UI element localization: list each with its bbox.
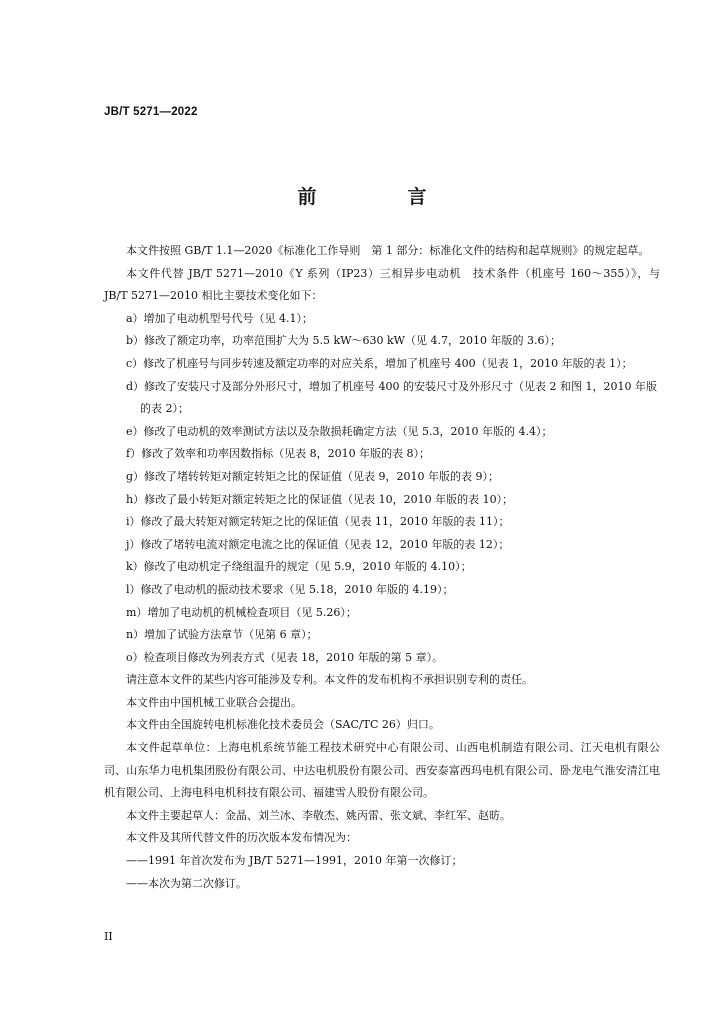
list-item [104,421,660,444]
list-item-text: 增加了试验方法章节（见第 6 章）； [144,628,318,642]
patent-notice: 请注意本文件的某些内容可能涉及专利。本文件的发布机构不承担识别专利的责任。 [126,673,533,687]
list-item [104,534,660,557]
list-item-label: l） [126,582,141,596]
list-item [104,376,660,421]
foreword-body [104,240,660,895]
list-item [104,489,660,512]
intro-paragraph: 本文件代替 JB/T 5271—2010《Y 系列（IP23）三相异步电动机 技术条件（机座号 160～355）》，与 JB/T 5271—2010 相比主要技术变化如下： [104,266,660,303]
list-item-text: 修改了电动机的效率测试方法以及杂散损耗确定方法（见 5.3，2010 年版的 4.4）； [143,424,553,438]
page-title: 前 言 [297,186,463,208]
list-item-text: 增加了电动机的机械检查项目（见 5.26）； [147,605,357,619]
list-item-text: 修改了最大转矩对额定转矩之比的保证值（见表 11，2010 年版的表 11）； [140,515,510,529]
list-item-label: n） [126,628,145,642]
proposer-statement: 本文件由中国机械工业联合会提出。 [126,695,302,709]
standard-code: JB/T 5271—2022 [104,106,198,118]
list-item-label: c） [126,356,144,370]
list-item-label: a） [126,311,144,325]
list-item-text: 增加了电动机型号代号（见 4.1）； [143,311,314,325]
list-item-label: g） [126,469,145,483]
list-item [104,466,660,489]
list-item-text: 修改了最小转矩对额定转矩之比的保证值（见表 10，2010 年版的表 10）； [144,492,514,506]
list-item [104,353,660,376]
list-item [104,647,660,670]
list-item-label: e） [126,424,144,438]
list-item-label: o） [126,650,144,664]
list-item-label: k） [126,560,144,574]
list-item-text: 修改了电动机的振动技术要求（见 5.18，2010 年版的 4.19）； [140,582,454,596]
list-item [104,443,660,466]
list-item [104,556,660,579]
list-item-label: f） [126,447,142,461]
drafters: 本文件主要起草人：金晶、刘兰冰、李敬杰、姚丙雷、张文斌、李红军、赵昉。 [126,808,511,822]
list-item-text: 修改了效率和功率因数指标（见表 8，2010 年版的表 8）； [141,447,431,461]
list-item-label: i） [126,515,141,529]
list-item [104,579,660,602]
committee-statement: 本文件由全国旋转电机标准化技术委员会（SAC/TC 26）归口。 [126,718,440,732]
list-item-text: 修改了安装尺寸及部分外形尺寸，增加了机座号 400 的安装尺寸及外形尺寸（见表 2 和图 1，2010 年版的表 2）； [140,379,658,416]
list-item-text: 修改了额定功率，功率范围扩大为 5.5 kW～630 kW（见 4.7，2010 年版的 3.6）； [144,334,561,348]
list-item-label: h） [126,492,145,506]
history-item: ——本次为第二次修订。 [126,876,247,890]
list-item-text: 修改了堵转电流对额定电流之比的保证值（见表 12，2010 年版的表 12）； [140,537,510,551]
list-item-text: 修改了堵转转矩对额定转矩之比的保证值（见表 9，2010 年版的表 9）； [144,469,500,483]
list-item-label: m） [126,605,148,619]
list-item-text: 检查项目修改为列表方式（见表 18，2010 年版的第 5 章）。 [143,650,444,664]
list-item-label: d） [126,379,145,393]
list-item [104,602,660,625]
drafting-units: 本文件起草单位：上海电机系统节能工程技术研究中心有限公司、山西电机制造有限公司、江天电机有限公司、山东华力电机集团股份有限公司、中达电机股份有限公司、西安泰富西玛电机有限公司、卧龙电气淮安清江电机有限公司、上海电科电机科技有限公司、福建雪人股份有限公司。 [104,741,660,800]
list-item [104,330,660,353]
list-item-text: 修改了机座号与同步转速及额定功率的对应关系，增加了机座号 400（见表 1，2010 年版的表 1）； [143,356,633,370]
history-item: ——1991 年首次发布为 JB/T 5271—1991，2010 年第一次修订； [126,854,463,868]
changes-list [104,308,660,670]
list-item [104,624,660,647]
page-number: II [104,930,113,943]
history-intro: 本文件及其所代替文件的历次版本发布情况为： [126,831,357,845]
intro-paragraph: 本文件按照 GB/T 1.1—2020《标准化工作导则 第 1 部分：标准化文件的结构和起草规则》的规定起草。 [126,244,650,257]
list-item-label: j） [126,537,141,551]
list-item [104,308,660,331]
list-item-text: 修改了电动机定子绕组温升的规定（见 5.9，2010 年版的 4.10）； [143,560,472,574]
list-item [104,511,660,534]
list-item-label: b） [126,334,145,348]
